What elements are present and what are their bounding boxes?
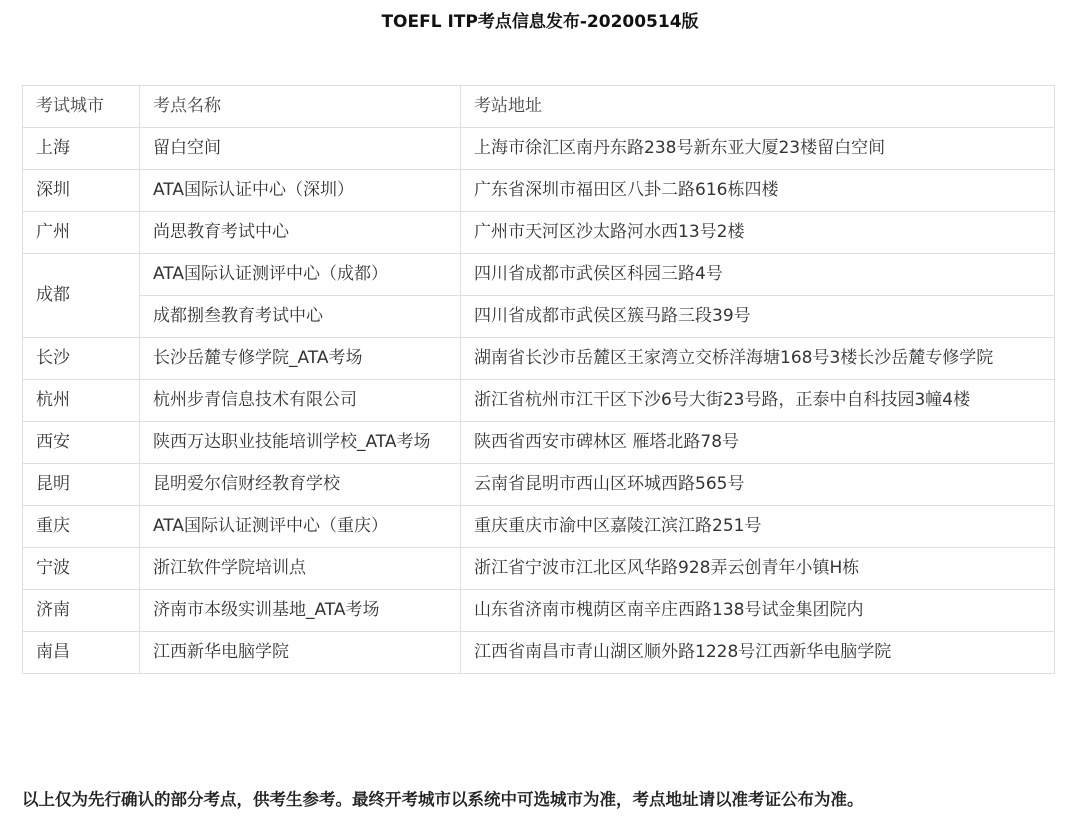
site-name-cell: 留白空间 [140, 128, 461, 170]
address-cell: 江西省南昌市青山湖区顺外路1228号江西新华电脑学院 [461, 632, 1055, 674]
table-row [23, 254, 1055, 296]
address-cell: 湖南省长沙市岳麓区王家湾立交桥洋海塘168号3楼长沙岳麓专修学院 [461, 338, 1055, 380]
site-name-cell: 成都捌叁教育考试中心 [140, 296, 461, 338]
header-site-name: 考点名称 [140, 86, 461, 128]
address-cell: 四川省成都市武侯区簇马路三段39号 [461, 296, 1055, 338]
site-name-cell: 杭州步青信息技术有限公司 [140, 380, 461, 422]
table-row [23, 590, 1055, 632]
site-name-cell: 尚思教育考试中心 [140, 212, 461, 254]
city-cell: 重庆 [23, 506, 140, 548]
table-row [23, 548, 1055, 590]
footer-note: 以上仅为先行确认的部分考点，供考生参考。最终开考城市以系统中可选城市为准，考点地址请以准考证公布为准。 [22, 790, 864, 809]
city-cell: 宁波 [23, 548, 140, 590]
address-cell: 重庆重庆市渝中区嘉陵江滨江路251号 [461, 506, 1055, 548]
table-row [23, 380, 1055, 422]
city-cell: 上海 [23, 128, 140, 170]
address-cell: 云南省昆明市西山区环城西路565号 [461, 464, 1055, 506]
page-title: TOEFL ITP考点信息发布-20200514版 [381, 12, 699, 32]
site-name-cell: ATA国际认证测评中心（成都） [140, 254, 461, 296]
city-cell: 西安 [23, 422, 140, 464]
table-row [23, 464, 1055, 506]
city-cell: 南昌 [23, 632, 140, 674]
address-cell: 上海市徐汇区南丹东路238号新东亚大厦23楼留白空间 [461, 128, 1055, 170]
address-cell: 四川省成都市武侯区科园三路4号 [461, 254, 1055, 296]
table-body [23, 86, 1055, 674]
table-row [23, 170, 1055, 212]
site-name-cell: 陕西万达职业技能培训学校_ATA考场 [140, 422, 461, 464]
table-row [23, 128, 1055, 170]
table-row [23, 422, 1055, 464]
header-address: 考站地址 [461, 86, 1055, 128]
address-cell: 陕西省西安市碑林区 雁塔北路78号 [461, 422, 1055, 464]
city-cell: 广州 [23, 212, 140, 254]
site-name-cell: 江西新华电脑学院 [140, 632, 461, 674]
address-cell: 浙江省宁波市江北区风华路928弄云创青年小镇H栋 [461, 548, 1055, 590]
site-name-cell: 浙江软件学院培训点 [140, 548, 461, 590]
city-cell: 杭州 [23, 380, 140, 422]
city-cell: 深圳 [23, 170, 140, 212]
address-cell: 浙江省杭州市江干区下沙6号大街23号路，正泰中自科技园3幢4楼 [461, 380, 1055, 422]
site-name-cell: 长沙岳麓专修学院_ATA考场 [140, 338, 461, 380]
site-name-cell: 济南市本级实训基地_ATA考场 [140, 590, 461, 632]
city-cell: 成都 [23, 254, 140, 338]
city-cell: 长沙 [23, 338, 140, 380]
test-center-table [22, 85, 1055, 674]
table-row [23, 296, 1055, 338]
table-row [23, 338, 1055, 380]
address-cell: 广州市天河区沙太路河水西13号2楼 [461, 212, 1055, 254]
address-cell: 广东省深圳市福田区八卦二路616栋四楼 [461, 170, 1055, 212]
city-cell: 济南 [23, 590, 140, 632]
header-city: 考试城市 [23, 86, 140, 128]
table-header-row [23, 86, 1055, 128]
table-row [23, 212, 1055, 254]
site-name-cell: ATA国际认证中心（深圳） [140, 170, 461, 212]
address-cell: 山东省济南市槐荫区南辛庄西路138号试金集团院内 [461, 590, 1055, 632]
city-cell: 昆明 [23, 464, 140, 506]
table-row [23, 506, 1055, 548]
table-row [23, 632, 1055, 674]
site-name-cell: ATA国际认证测评中心（重庆） [140, 506, 461, 548]
site-name-cell: 昆明爱尔信财经教育学校 [140, 464, 461, 506]
